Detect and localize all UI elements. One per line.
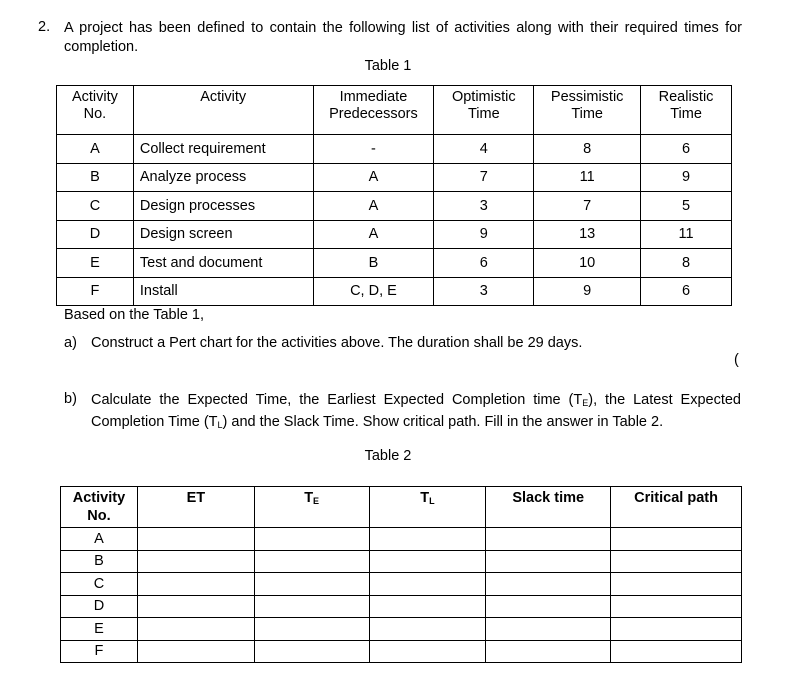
table2-caption: Table 2 xyxy=(364,448,412,464)
activity-no-cell: F xyxy=(61,640,138,663)
tl-answer-cell[interactable] xyxy=(369,595,486,618)
table-row xyxy=(61,550,742,573)
table1-caption: Table 1 xyxy=(364,58,412,74)
activity-cell: Design processes xyxy=(133,192,313,221)
table-row xyxy=(61,573,742,596)
pessimistic-cell: 8 xyxy=(534,135,641,164)
realistic-cell: 9 xyxy=(641,163,732,192)
slack-answer-cell[interactable] xyxy=(486,640,611,663)
question-text: A project has been defined to contain the following list of activities along with their required times for completion. xyxy=(64,20,742,55)
table-row xyxy=(57,192,732,221)
critical-answer-cell[interactable] xyxy=(611,528,742,551)
activity-no-cell: B xyxy=(57,163,134,192)
stray-mark: ( xyxy=(734,352,739,368)
pessimistic-cell: 13 xyxy=(534,220,641,249)
et-answer-cell[interactable] xyxy=(137,640,254,663)
activity-cell: Analyze process xyxy=(133,163,313,192)
critical-answer-cell[interactable] xyxy=(611,573,742,596)
part-b-text: Calculate the Expected Time, the Earliest Expected Completion time $(T_E)$, the Latest Expected Completion Time $(T_L)$ and the Slack Time. Show critical path. Fill in the answer in Table 2. xyxy=(91,392,741,430)
critical-answer-cell[interactable] xyxy=(611,595,742,618)
optimistic-cell: 3 xyxy=(434,192,534,221)
optimistic-cell: 3 xyxy=(434,277,534,306)
header-realistic: Realistic Time xyxy=(641,86,732,135)
realistic-cell: 8 xyxy=(641,249,732,278)
predecessor-cell: B xyxy=(313,249,434,278)
header-tl: $T_L$ xyxy=(369,487,486,528)
part-a-label: a) xyxy=(64,335,77,351)
critical-answer-cell[interactable] xyxy=(611,640,742,663)
table-row xyxy=(57,220,732,249)
answer-table xyxy=(60,486,742,663)
et-answer-cell[interactable] xyxy=(137,573,254,596)
table-row xyxy=(61,640,742,663)
optimistic-cell: 4 xyxy=(434,135,534,164)
activity-table xyxy=(56,85,732,306)
optimistic-cell: 6 xyxy=(434,249,534,278)
header-et: ET xyxy=(137,487,254,528)
table2-header-row xyxy=(61,487,742,528)
tl-answer-cell[interactable] xyxy=(369,640,486,663)
activity-no-cell: B xyxy=(61,550,138,573)
slack-answer-cell[interactable] xyxy=(486,595,611,618)
realistic-cell: 11 xyxy=(641,220,732,249)
header-activity: Activity xyxy=(133,86,313,135)
tl-answer-cell[interactable] xyxy=(369,528,486,551)
pessimistic-cell: 9 xyxy=(534,277,641,306)
slack-answer-cell[interactable] xyxy=(486,550,611,573)
slack-answer-cell[interactable] xyxy=(486,618,611,641)
critical-answer-cell[interactable] xyxy=(611,618,742,641)
predecessor-cell: - xyxy=(313,135,434,164)
activity-no-cell: D xyxy=(61,595,138,618)
realistic-cell: 6 xyxy=(641,277,732,306)
table-row xyxy=(57,277,732,306)
activity-no-cell: D xyxy=(57,220,134,249)
header-predecessors: Immediate Predecessors xyxy=(313,86,434,135)
predecessor-cell: A xyxy=(313,163,434,192)
part-b-label: b) xyxy=(64,391,77,407)
header-activity-no: Activity No. xyxy=(61,487,138,528)
predecessor-cell: A xyxy=(313,220,434,249)
activity-no-cell: A xyxy=(61,528,138,551)
activity-no-cell: C xyxy=(61,573,138,596)
question-number: 2. xyxy=(38,19,51,35)
header-optimistic: Optimistic Time xyxy=(434,86,534,135)
activity-no-cell: C xyxy=(57,192,134,221)
table1-header-row xyxy=(57,86,732,135)
et-answer-cell[interactable] xyxy=(137,618,254,641)
te-answer-cell[interactable] xyxy=(254,640,369,663)
tl-answer-cell[interactable] xyxy=(369,550,486,573)
te-answer-cell[interactable] xyxy=(254,618,369,641)
activity-cell: Test and document xyxy=(133,249,313,278)
predecessor-cell: C, D, E xyxy=(313,277,434,306)
table-row xyxy=(57,135,732,164)
te-answer-cell[interactable] xyxy=(254,528,369,551)
te-answer-cell[interactable] xyxy=(254,573,369,596)
et-answer-cell[interactable] xyxy=(137,550,254,573)
pessimistic-cell: 11 xyxy=(534,163,641,192)
table-row xyxy=(61,595,742,618)
table-row xyxy=(57,249,732,278)
et-answer-cell[interactable] xyxy=(137,595,254,618)
slack-answer-cell[interactable] xyxy=(486,573,611,596)
activity-cell: Collect requirement xyxy=(133,135,313,164)
part-a-text: Construct a Pert chart for the activities above. The duration shall be 29 days. xyxy=(91,335,583,351)
activity-no-cell: F xyxy=(57,277,134,306)
table-row xyxy=(61,618,742,641)
activity-no-cell: E xyxy=(57,249,134,278)
activity-cell: Install xyxy=(133,277,313,306)
tl-answer-cell[interactable] xyxy=(369,573,486,596)
header-slack-time: Slack time xyxy=(486,487,611,528)
table-row xyxy=(57,163,732,192)
te-answer-cell[interactable] xyxy=(254,595,369,618)
header-te: $T_E$ xyxy=(254,487,369,528)
optimistic-cell: 9 xyxy=(434,220,534,249)
optimistic-cell: 7 xyxy=(434,163,534,192)
predecessor-cell: A xyxy=(313,192,434,221)
header-activity-no: Activity No. xyxy=(57,86,134,135)
pessimistic-cell: 10 xyxy=(534,249,641,278)
activity-cell: Design screen xyxy=(133,220,313,249)
header-pessimistic: Pessimistic Time xyxy=(534,86,641,135)
based-on-text: Based on the Table 1, xyxy=(64,307,205,323)
realistic-cell: 5 xyxy=(641,192,732,221)
slack-answer-cell[interactable] xyxy=(486,528,611,551)
header-critical-path: Critical path xyxy=(611,487,742,528)
critical-answer-cell[interactable] xyxy=(611,550,742,573)
pessimistic-cell: 7 xyxy=(534,192,641,221)
realistic-cell: 6 xyxy=(641,135,732,164)
tl-answer-cell[interactable] xyxy=(369,618,486,641)
table-row xyxy=(61,528,742,551)
activity-no-cell: A xyxy=(57,135,134,164)
activity-no-cell: E xyxy=(61,618,138,641)
te-answer-cell[interactable] xyxy=(254,550,369,573)
et-answer-cell[interactable] xyxy=(137,528,254,551)
